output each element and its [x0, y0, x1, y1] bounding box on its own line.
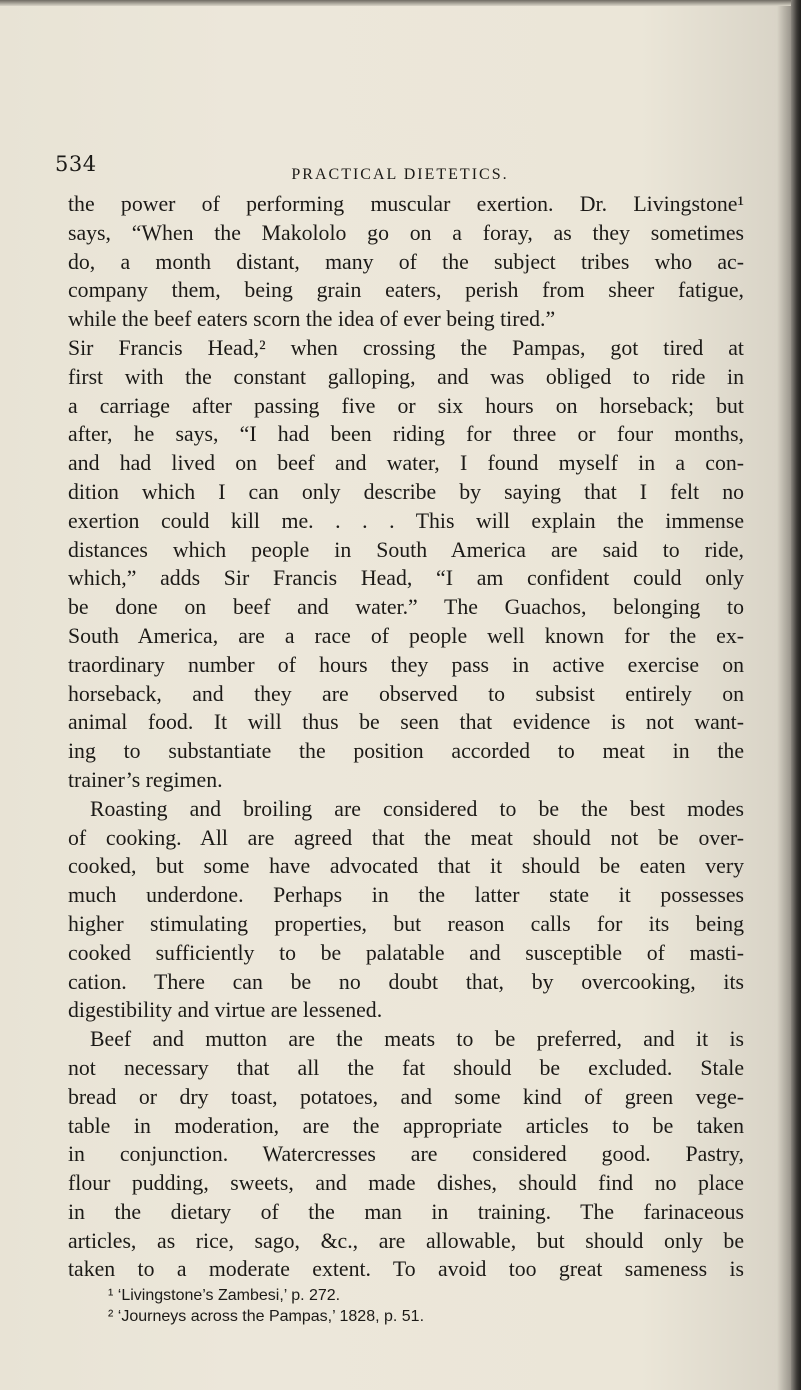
text-line: taken to a moderate extent. To avoid too great sameness is	[68, 1257, 744, 1282]
text-line: cation. There can be no doubt that, by overcooking, its	[68, 969, 744, 994]
text-line: flour pudding, sweets, and made dishes, should find no place	[68, 1171, 744, 1196]
running-head: PRACTICAL DIETETICS.	[291, 166, 509, 183]
text-line: digestibility and virtue are lessened.	[68, 998, 383, 1023]
text-line: the power of performing muscular exertion. Dr. Livingstone¹	[68, 192, 744, 216]
text-line: cooked, but some have advocated that it should be eaten very	[68, 854, 744, 879]
text-line: exertion could kill me. . . . This will explain the immense	[68, 508, 744, 533]
page-header	[55, 152, 745, 182]
text-line: dition which I can only describe by saying that I felt no	[68, 479, 744, 504]
footnote: ¹ ‘Livingstone’s Zambesi,’ p. 272.	[108, 1287, 341, 1304]
text-line: distances which people in South America are said to ride,	[68, 537, 744, 562]
page-number: 534	[55, 152, 97, 176]
footnote: ² ‘Journeys across the Pampas,’ 1828, p. 51.	[108, 1308, 425, 1325]
text-line: not necessary that all the fat should be excluded. Stale	[68, 1055, 744, 1080]
text-line: articles, as rice, sago, &c., are allowable, but should only be	[68, 1228, 744, 1253]
text-line: animal food. It will thus be seen that evidence is not want-	[68, 710, 744, 735]
text-line: a carriage after passing five or six hours on horseback; but	[68, 393, 744, 418]
text-line: in the dietary of the man in training. The farinaceous	[68, 1199, 744, 1224]
text-line: of cooking. All are agreed that the meat should not be over-	[68, 825, 744, 850]
text-line: much underdone. Perhaps in the latter state it possesses	[68, 883, 744, 908]
body-text	[68, 190, 744, 1284]
text-line: which,” adds Sir Francis Head, “I am confident could only	[68, 566, 744, 591]
text-line: horseback, and they are observed to subsist entirely on	[68, 681, 744, 706]
text-line: be done on beef and water.” The Guachos, belonging to	[68, 595, 744, 620]
text-line: says, “When the Makololo go on a foray, as they sometimes	[68, 220, 744, 245]
text-line: Beef and mutton are the meats to be preferred, and it is	[90, 1027, 744, 1052]
text-line: table in moderation, are the appropriate articles to be taken	[68, 1113, 744, 1138]
page-top-edge	[0, 0, 801, 6]
text-line: after, he says, “I had been riding for three or four months,	[68, 422, 744, 447]
text-line: bread or dry toast, potatoes, and some kind of green vege-	[68, 1084, 744, 1109]
text-line: do, a month distant, many of the subject tribes who ac-	[68, 249, 744, 274]
text-line: Roasting and broiling are considered to be the best modes	[90, 796, 744, 821]
text-line: cooked sufficiently to be palatable and susceptible of masti-	[68, 940, 744, 965]
text-line: first with the constant galloping, and was obliged to ride in	[68, 364, 744, 389]
text-line: traordinary number of hours they pass in active exercise on	[68, 652, 744, 677]
footnotes	[108, 1285, 728, 1327]
text-line: ing to substantiate the position accorded to meat in the	[68, 739, 744, 764]
text-line: Sir Francis Head,² when crossing the Pampas, got tired at	[68, 335, 744, 360]
text-line: in conjunction. Watercresses are considered good. Pastry,	[68, 1142, 744, 1167]
page-binding-edge	[791, 0, 801, 1390]
text-line: while the beef eaters scorn the idea of ever being tired.”	[68, 307, 556, 332]
text-line: and had lived on beef and water, I found myself in a con-	[68, 451, 744, 476]
text-line: South America, are a race of people well known for the ex-	[68, 623, 744, 648]
text-line: trainer’s regimen.	[68, 767, 223, 792]
text-line: higher stimulating properties, but reason calls for its being	[68, 911, 744, 936]
text-line: company them, being grain eaters, perish from sheer fatigue,	[68, 278, 744, 303]
